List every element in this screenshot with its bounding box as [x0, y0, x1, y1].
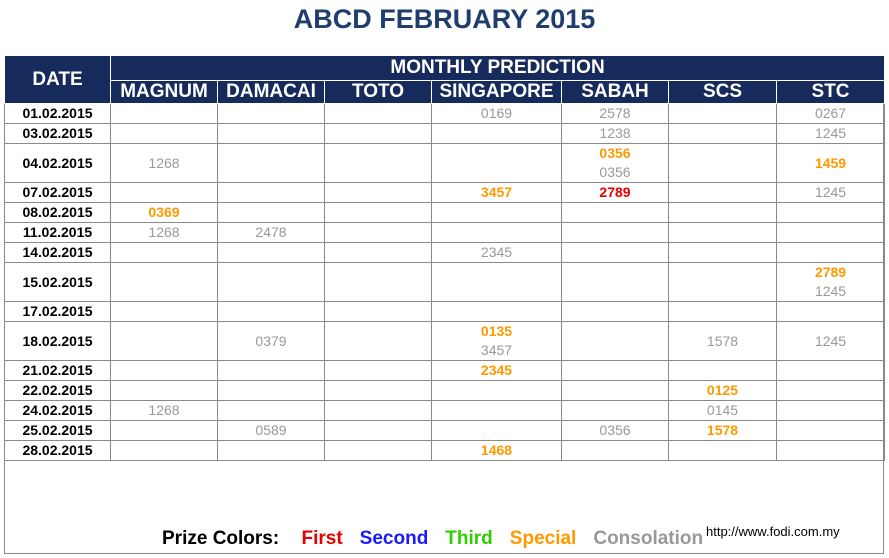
prediction-number: 1578 [706, 332, 739, 349]
prediction-number: 0267 [814, 105, 847, 121]
legend-label: Prize Colors: [162, 528, 280, 549]
date-cell: 25.02.2015 [5, 421, 111, 441]
prediction-cell [111, 381, 218, 401]
prediction-number: 0356 [599, 145, 631, 161]
prediction-cell [218, 263, 325, 302]
prediction-number: 2478 [255, 224, 287, 240]
prediction-cell [218, 421, 325, 441]
prediction-cell [432, 263, 562, 302]
prediction-number: 2345 [480, 362, 513, 378]
prediction-cell [325, 144, 432, 183]
prediction-cell [432, 441, 562, 461]
prediction-cell [562, 441, 669, 461]
prediction-cell [218, 322, 325, 361]
prediction-cell [218, 183, 325, 203]
date-cell: 07.02.2015 [5, 183, 111, 203]
prediction-cell [432, 124, 562, 144]
prediction-cell [325, 263, 432, 302]
prediction-cell [325, 243, 432, 263]
prediction-cell [669, 302, 777, 322]
prize-colors-legend [162, 528, 737, 550]
table-row [5, 223, 885, 243]
prediction-cell [562, 263, 669, 302]
prediction-cell [432, 203, 562, 223]
prediction-number: 1459 [814, 154, 847, 171]
prediction-cell [111, 223, 218, 243]
prediction-cell [777, 223, 885, 243]
prediction-cell [218, 361, 325, 381]
prediction-cell [325, 322, 432, 361]
prediction-cell [669, 124, 777, 144]
date-cell: 22.02.2015 [5, 381, 111, 401]
prediction-cell [777, 361, 885, 381]
date-cell: 08.02.2015 [5, 203, 111, 223]
date-cell: 24.02.2015 [5, 401, 111, 421]
prediction-cell [432, 361, 562, 381]
prediction-number: 1245 [814, 184, 847, 200]
prediction-cell [562, 322, 669, 361]
prediction-cell [669, 401, 777, 421]
prediction-cell [218, 302, 325, 322]
prediction-cell [562, 223, 669, 243]
monthly-prediction-header: MONTHLY PREDICTION [111, 56, 885, 81]
prediction-cell [111, 124, 218, 144]
prediction-cell [669, 322, 777, 361]
prediction-cell [325, 203, 432, 223]
prediction-cell [562, 401, 669, 421]
prediction-cell [562, 421, 669, 441]
prediction-number: 0369 [148, 204, 180, 220]
prediction-cell [669, 203, 777, 223]
table-row [5, 243, 885, 263]
table-row [5, 104, 885, 124]
column-header-singapore: SINGAPORE [432, 81, 562, 104]
column-header-scs: SCS [669, 81, 777, 104]
table-row [5, 401, 885, 421]
prediction-cell [669, 183, 777, 203]
prediction-cell [669, 381, 777, 401]
prediction-cell [432, 243, 562, 263]
prediction-cell [218, 124, 325, 144]
date-cell: 15.02.2015 [5, 263, 111, 302]
column-header-toto: TOTO [325, 81, 432, 104]
table-row [5, 124, 885, 144]
prediction-cell [218, 401, 325, 421]
prediction-cell [669, 243, 777, 263]
prediction-cell [432, 104, 562, 124]
prediction-table [4, 55, 885, 461]
table-row [5, 361, 885, 381]
date-cell: 18.02.2015 [5, 322, 111, 361]
date-header: DATE [5, 56, 111, 104]
prediction-cell [218, 223, 325, 243]
legend-item-special: Special [509, 528, 577, 549]
date-cell: 17.02.2015 [5, 302, 111, 322]
prediction-cell [432, 144, 562, 183]
prediction-number: 0589 [255, 422, 287, 438]
prediction-cell [777, 183, 885, 203]
prediction-number: 0356 [599, 164, 631, 180]
date-cell: 01.02.2015 [5, 104, 111, 124]
prediction-cell [111, 322, 218, 361]
prediction-cell [777, 421, 885, 441]
prediction-cell [218, 381, 325, 401]
legend-item-second: Second [359, 528, 429, 549]
site-url: http://www.fodi.com.my [706, 524, 840, 539]
date-cell: 11.02.2015 [5, 223, 111, 243]
prediction-cell [111, 203, 218, 223]
prediction-number: 0135 [480, 323, 513, 339]
prediction-cell [669, 361, 777, 381]
prediction-cell [111, 183, 218, 203]
prediction-cell [669, 421, 777, 441]
prediction-cell [325, 361, 432, 381]
column-header-stc: STC [777, 81, 885, 104]
prediction-cell [111, 144, 218, 183]
prediction-cell [669, 223, 777, 243]
prediction-cell [562, 104, 669, 124]
prediction-cell [218, 441, 325, 461]
date-cell: 03.02.2015 [5, 124, 111, 144]
prediction-cell [218, 144, 325, 183]
prediction-cell [777, 441, 885, 461]
prediction-number: 1578 [706, 422, 739, 438]
prediction-cell [432, 421, 562, 441]
table-row [5, 441, 885, 461]
prediction-cell [777, 144, 885, 183]
prediction-cell [562, 203, 669, 223]
prediction-cell [432, 401, 562, 421]
prediction-number: 2789 [599, 184, 631, 200]
prediction-cell [218, 203, 325, 223]
page-title: ABCD FEBRUARY 2015 [293, 4, 596, 34]
prediction-cell [218, 104, 325, 124]
table-row [5, 263, 885, 302]
prediction-cell [432, 302, 562, 322]
prediction-cell [325, 104, 432, 124]
prediction-cell [669, 441, 777, 461]
prediction-number: 0379 [255, 332, 287, 349]
prediction-cell [777, 124, 885, 144]
prediction-cell [562, 144, 669, 183]
table-row [5, 381, 885, 401]
prediction-number: 3457 [480, 184, 513, 200]
prediction-cell [325, 381, 432, 401]
prediction-number: 1238 [599, 125, 631, 141]
prediction-cell [325, 401, 432, 421]
table-row [5, 144, 885, 183]
column-header-magnum: MAGNUM [111, 81, 218, 104]
date-cell: 28.02.2015 [5, 441, 111, 461]
prediction-cell [562, 361, 669, 381]
prediction-cell [325, 302, 432, 322]
date-cell: 21.02.2015 [5, 361, 111, 381]
prediction-cell [432, 381, 562, 401]
prediction-number: 1268 [148, 224, 180, 240]
column-header-sabah: SABAH [562, 81, 669, 104]
prediction-cell [777, 381, 885, 401]
table-row [5, 322, 885, 361]
prediction-cell [777, 322, 885, 361]
prediction-cell [111, 361, 218, 381]
prediction-number: 2578 [599, 105, 631, 121]
prediction-cell [111, 421, 218, 441]
prediction-cell [669, 104, 777, 124]
date-cell: 14.02.2015 [5, 243, 111, 263]
date-cell: 04.02.2015 [5, 144, 111, 183]
prediction-number: 1268 [148, 402, 180, 418]
prediction-number: 1245 [814, 125, 847, 141]
prediction-cell [111, 104, 218, 124]
prediction-cell [111, 263, 218, 302]
prediction-number: 1468 [480, 442, 513, 458]
legend-item-first: First [301, 528, 343, 549]
table-row [5, 183, 885, 203]
prediction-cell [777, 263, 885, 302]
prediction-number: 3457 [480, 342, 513, 358]
prediction-cell [562, 124, 669, 144]
prediction-cell [111, 441, 218, 461]
prediction-number: 0356 [599, 422, 631, 438]
legend-item-consolation: Consolation [593, 528, 704, 549]
prediction-number: 1268 [148, 154, 180, 171]
prediction-cell [777, 401, 885, 421]
prediction-cell [562, 243, 669, 263]
prediction-cell [111, 401, 218, 421]
prediction-number: 1245 [814, 332, 847, 349]
table-row [5, 421, 885, 441]
prediction-cell [669, 144, 777, 183]
prediction-cell [669, 263, 777, 302]
prediction-cell [432, 322, 562, 361]
prediction-cell [432, 223, 562, 243]
prediction-cell [325, 183, 432, 203]
prediction-cell [325, 124, 432, 144]
prediction-cell [325, 421, 432, 441]
prediction-cell [777, 203, 885, 223]
prediction-number: 0145 [706, 402, 739, 418]
prediction-cell [111, 243, 218, 263]
prediction-number: 2345 [480, 244, 513, 260]
column-header-damacai: DAMACAI [218, 81, 325, 104]
prediction-cell [777, 302, 885, 322]
prediction-number: 0169 [480, 105, 513, 121]
prediction-number: 2789 [814, 264, 847, 280]
prediction-cell [777, 104, 885, 124]
table-row [5, 203, 885, 223]
prediction-cell [218, 243, 325, 263]
prediction-number: 1245 [814, 283, 847, 299]
prediction-cell [777, 243, 885, 263]
prediction-cell [562, 302, 669, 322]
prediction-cell [432, 183, 562, 203]
prediction-cell [562, 381, 669, 401]
prediction-number: 0125 [706, 382, 739, 398]
prediction-cell [111, 302, 218, 322]
prediction-cell [562, 183, 669, 203]
table-row [5, 302, 885, 322]
prediction-cell [325, 223, 432, 243]
prediction-cell [325, 441, 432, 461]
legend-item-third: Third [445, 528, 493, 549]
